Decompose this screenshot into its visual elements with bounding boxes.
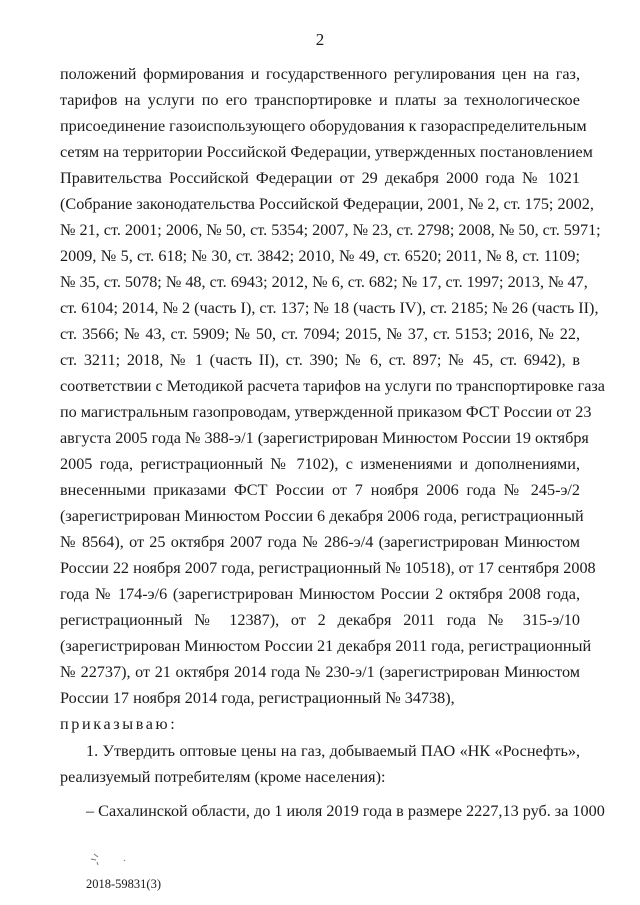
text-line: 2005 года, регистрационный № 7102), с изменениями и дополнениями, <box>60 455 580 473</box>
text-line: № 22737), от 21 октября 2014 года № 230-э/1 (зарегистрирован Минюстом <box>60 663 580 681</box>
item-1-text: 1. Утвердить оптовые цены на газ, добываемый ПАО «НК «Роснефть», <box>86 742 580 760</box>
text-line: соответствии с Методикой расчета тарифов на услуги по транспортировке газа <box>60 377 605 395</box>
text-line: Правительства Российской Федерации от 29 декабря 2000 года № 1021 <box>60 169 580 187</box>
text-line: по магистральным газопроводам, утвержденной приказом ФСТ России от 23 <box>60 403 592 421</box>
text-line: сетям на территории Российской Федерации, утвержденных постановлением <box>60 143 593 161</box>
order-word: приказываю: <box>60 715 178 733</box>
document-code: 2018-59831(3) <box>86 877 161 891</box>
text-line: 2009, № 5, ст. 618; № 30, ст. 3842; 2010, № 49, ст. 6520; 2011, № 8, ст. 1109; <box>60 247 580 265</box>
text-line: России 22 ноября 2007 года, регистрационный № 10518), от 17 сентября 2008 <box>60 559 596 577</box>
text-line: ст. 3566; № 43, ст. 5909; № 50, ст. 7094; 2015, № 37, ст. 5153; 2016, № 22, <box>60 325 580 343</box>
text-line: внесенными приказами ФСТ России от 7 ноября 2006 года № 245-э/2 <box>60 481 580 499</box>
text-line: года № 174-э/6 (зарегистрирован Минюстом России 2 октября 2008 года, <box>60 585 580 603</box>
text-line: (Собрание законодательства Российской Федерации, 2001, № 2, ст. 175; 2002, <box>60 195 594 213</box>
text-line: № 8564), от 25 октября 2007 года № 286-э/4 (зарегистрирован Минюстом <box>60 533 580 551</box>
text-line: (зарегистрирован Минюстом России 6 декабря 2006 года, регистрационный <box>60 507 584 525</box>
text-line: ст. 6104; 2014, № 2 (часть I), ст. 137; № 18 (часть IV), ст. 2185; № 26 (часть II), <box>60 299 599 317</box>
scan-marks-icon <box>88 850 138 870</box>
text-line: № 21, ст. 2001; 2006, № 50, ст. 5354; 2007, № 23, ст. 2798; 2008, № 50, ст. 5971; <box>60 221 601 239</box>
text-line: (зарегистрирован Минюстом России 21 декабря 2011 года, регистрационный <box>60 637 592 655</box>
text-line: России 17 ноября 2014 года, регистрационный № 34738), <box>60 689 455 707</box>
text-line: регистрационный № 12387), от 2 декабря 2011 года № 315-э/10 <box>60 611 580 629</box>
text-line: ст. 3211; 2018, № 1 (часть II), ст. 390; № 6, ст. 897; № 45, ст. 6942), в <box>60 351 580 369</box>
page-number: 2 <box>315 30 325 49</box>
text-line: присоединение газоиспользующего оборудования к газораспределительным <box>60 117 587 135</box>
item-1-text: – Сахалинской области, до 1 июля 2019 года в размере 2227,13 руб. за 1000 <box>86 802 605 820</box>
text-line: августа 2005 года № 388-э/1 (зарегистрирован Минюстом России 19 октября <box>60 429 589 447</box>
text-line: тарифов на услуги по его транспортировке и платы за технологическое <box>60 91 580 109</box>
text-line: положений формирования и государственного регулирования цен на газ, <box>60 65 580 83</box>
item-1-text: реализуемый потребителям (кроме населения): <box>60 768 386 786</box>
text-line: № 35, ст. 5078; № 48, ст. 6943; 2012, № 6, ст. 682; № 17, ст. 1997; 2013, № 47, <box>60 273 588 291</box>
